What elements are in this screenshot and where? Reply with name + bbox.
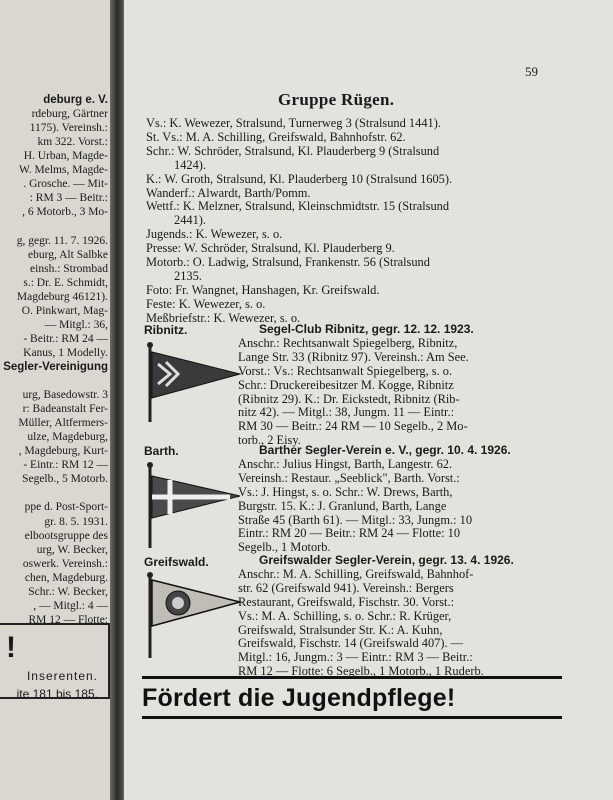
official-line: Vs.: K. Wewezer, Stralsund, Turnerweg 3 (Stralsund 1441). xyxy=(146,116,441,130)
left-page-line: elbootsgruppe des xyxy=(24,529,108,542)
left-page-line: km 322. Vorst.: xyxy=(37,136,108,149)
official-line: 2135. xyxy=(174,268,202,283)
left-page-line: Schr.: W. Becker, xyxy=(28,585,108,598)
club-detail-line: Vorst.: Vs.: Rechtsanwalt Spiegelberg, s. o. xyxy=(238,363,453,378)
club-detail-line: Anschr.: Rechtsanwalt Spiegelberg, Ribnitz, xyxy=(238,335,458,350)
club-detail-line: Restaurant, Greifswald, Fischstr. 30. Vorst.: xyxy=(238,594,455,609)
right-page xyxy=(124,0,613,800)
club-detail-line: Vereinsh.: Restaur. „Seeblick", Barth. Vorst.: xyxy=(238,470,460,485)
left-page-line: g, gegr. 11. 7. 1926. xyxy=(16,234,108,247)
club-detail-line: Anschr.: M. A. Schilling, Greifswald, Bahnhof- xyxy=(238,566,474,581)
club-detail-line: Burgstr. 15. K.: J. Granlund, Barth, Lange xyxy=(238,498,447,513)
official-line: Wettf.: K. Melzner, Stralsund, Kleinschmidtstr. 15 (Stralsund xyxy=(146,199,450,214)
place-barth: Barth. xyxy=(144,444,179,458)
left-page-line: rdeburg, Gärtner xyxy=(31,108,108,121)
club-detail-line: RM 30 — Beitr.: 24 RM — 10 Segelb., 2 Mo- xyxy=(238,419,468,434)
official-line: Feste: K. Wewezer, s. o. xyxy=(146,296,266,311)
left-page-line: 1175). Vereinsh.: xyxy=(29,122,108,135)
left-page-line: — Mitgl.: 36, xyxy=(44,318,108,331)
club-detail-line: Greifswald, Stralsunder Str. K.: A. Kuhn, xyxy=(238,622,443,637)
left-page-line: . Grosche. — Mit- xyxy=(23,178,108,191)
ribnitz-pennant xyxy=(144,342,244,424)
official-line: Motorb.: O. Ladwig, Stralsund, Frankenstr. 56 (Stralsund xyxy=(146,255,430,269)
left-page-line: urg, W. Becker, xyxy=(36,543,108,556)
club-name-line: Greifswalder Segler-Verein, gegr. 13. 4. 1926. xyxy=(259,553,514,567)
page-number: 59 xyxy=(525,64,538,79)
left-page-line: einsh.: Strombad xyxy=(30,262,108,275)
club-detail-line: (Ribnitz 29). K.: Dr. Eickstedt, Ribnitz (Rib- xyxy=(238,391,460,406)
left-page-line: Magdeburg 46121). xyxy=(16,290,108,303)
club-detail-line: Mitgl.: 16, Jungm.: 3 — Eintr.: RM 3 — Beitr.: xyxy=(238,650,473,665)
left-page-line: , Magdeburg, Kurt- xyxy=(18,445,108,458)
official-line: 1424). xyxy=(174,157,207,172)
left-page-line: W. Melms, Magde- xyxy=(18,164,108,177)
club-detail-line: Schr.: Druckereibesitzer M. Kogge, Ribnitz xyxy=(238,377,454,392)
left-page-line: urg, Basedowstr. 3 xyxy=(22,389,108,402)
advertiser-line-2: ite 181 bis 185. xyxy=(16,687,98,701)
official-line: Foto: Fr. Wangnet, Hanshagen, Kr. Greifswald. xyxy=(146,282,380,297)
club-detail-line: Lange Str. 33 (Ribnitz 97). Vereinsh.: Am See. xyxy=(238,349,469,364)
club-name-line: Barther Segler-Verein e. V., gegr. 10. 4. 1926. xyxy=(259,443,511,457)
left-page-line: O. Pinkwart, Mag- xyxy=(21,304,108,317)
barth-pennant xyxy=(144,462,244,550)
greifswald-pennant xyxy=(144,572,244,660)
official-line: K.: W. Groth, Stralsund, Kl. Plauderberg 10 (Stralsund 1605). xyxy=(146,171,453,186)
left-page xyxy=(0,0,112,800)
official-line: Presse: W. Schröder, Stralsund, Kl. Plauderberg 9. xyxy=(146,241,395,256)
advertiser-exclamation: ! xyxy=(6,631,16,664)
advertiser-line-1: Inserenten. xyxy=(26,669,98,683)
left-page-line: H. Urban, Magde- xyxy=(23,150,108,163)
official-line: Meßbriefstr.: K. Wewezer, s. o. xyxy=(146,310,301,325)
slogan-banner xyxy=(142,676,562,719)
left-page-line: s.: Dr. E. Schmidt, xyxy=(23,276,108,289)
club-detail-line: Segelb., 1 Motorb. xyxy=(238,540,331,555)
official-line: 2441). xyxy=(174,213,207,228)
slogan-text: Fördert die Jugendpflege! xyxy=(142,684,456,712)
club-detail-line: torb., 2 Eisy. xyxy=(238,433,301,448)
place-greifswald: Greifswald. xyxy=(144,555,209,569)
club-name-line: Segel-Club Ribnitz, gegr. 12. 12. 1923. xyxy=(259,322,474,336)
left-page-line: - Beitr.: RM 24 — xyxy=(23,332,108,345)
club-detail-line: RM 12 — Flotte: 6 Segelb., 1 Motorb., 1 Ruderb. xyxy=(238,664,484,679)
page-heading: Gruppe Rügen. xyxy=(278,90,395,109)
left-page-line: eburg, Alt Salbke xyxy=(28,248,108,261)
left-page-line: Müller, Altfermers- xyxy=(18,417,108,430)
left-page-line: r: Badeanstalt Fer- xyxy=(22,403,108,416)
official-line: Wanderf.: Alwardt, Barth/Pomm. xyxy=(146,185,311,200)
left-page-line: oswerk. Vereinsh.: xyxy=(22,557,108,570)
left-page-line: ppe d. Post-Sport- xyxy=(24,501,108,514)
club-detail-line: Vs.: M. A. Schilling, s. o. Schr.: R. Krüger, xyxy=(238,608,452,623)
left-page-line: : RM 3 — Beitr.: xyxy=(29,192,108,205)
place-ribnitz: Ribnitz. xyxy=(144,323,188,337)
club-detail-line: str. 62 (Greifswald 941). Vereinsh.: Bergers xyxy=(238,580,454,595)
club-detail-line: Straße 45 (Barth 61). — Mitgl.: 33, Jungm.: 10 xyxy=(238,512,473,527)
left-page-line: , 6 Motorb., 3 Mo- xyxy=(22,206,108,219)
left-page-line: Segler-Vereinigung xyxy=(3,360,108,373)
left-page-line: , — Mitgl.: 4 — xyxy=(33,599,108,612)
left-page-line: - Eintr.: RM 12 — xyxy=(23,459,108,472)
club-detail-line: Greifswald, Fischstr. 14 (Greifswald 407). — xyxy=(238,636,464,651)
official-line: Schr.: W. Schröder, Stralsund, Kl. Plauderberg 9 (Stralsund xyxy=(146,143,440,158)
club-detail-line: Anschr.: Julius Hingst, Barth, Langestr. 62. xyxy=(238,456,453,471)
left-page-line: RM 12 — Flotte: xyxy=(28,613,108,626)
left-page-line: Kanus, 1 Modelly. xyxy=(23,346,108,359)
official-line: St. Vs.: M. A. Schilling, Greifswald, Bahnhofstr. 62. xyxy=(146,129,406,144)
left-page-line: ulze, Magdeburg, xyxy=(27,431,108,444)
left-page-line: gr. 8. 5. 1931. xyxy=(44,515,108,528)
club-detail-line: Vs.: J. Hingst, s. o. Schr.: W. Drews, Barth, xyxy=(238,484,453,499)
left-page-line: deburg e. V. xyxy=(43,94,108,106)
club-detail-line: nitz 42). — Mitgl.: 38, Jungm. 11 — Eintr.: xyxy=(238,405,455,420)
left-page-line: chen, Magdeburg. xyxy=(24,571,108,584)
left-page-line: Segelb., 5 Motorb. xyxy=(22,473,108,486)
official-line: Jugends.: K. Wewezer, s. o. xyxy=(146,227,283,242)
club-detail-line: Eintr.: RM 20 — Beitr.: RM 24 — Flotte: 10 xyxy=(238,526,461,541)
advertiser-box xyxy=(0,623,110,699)
